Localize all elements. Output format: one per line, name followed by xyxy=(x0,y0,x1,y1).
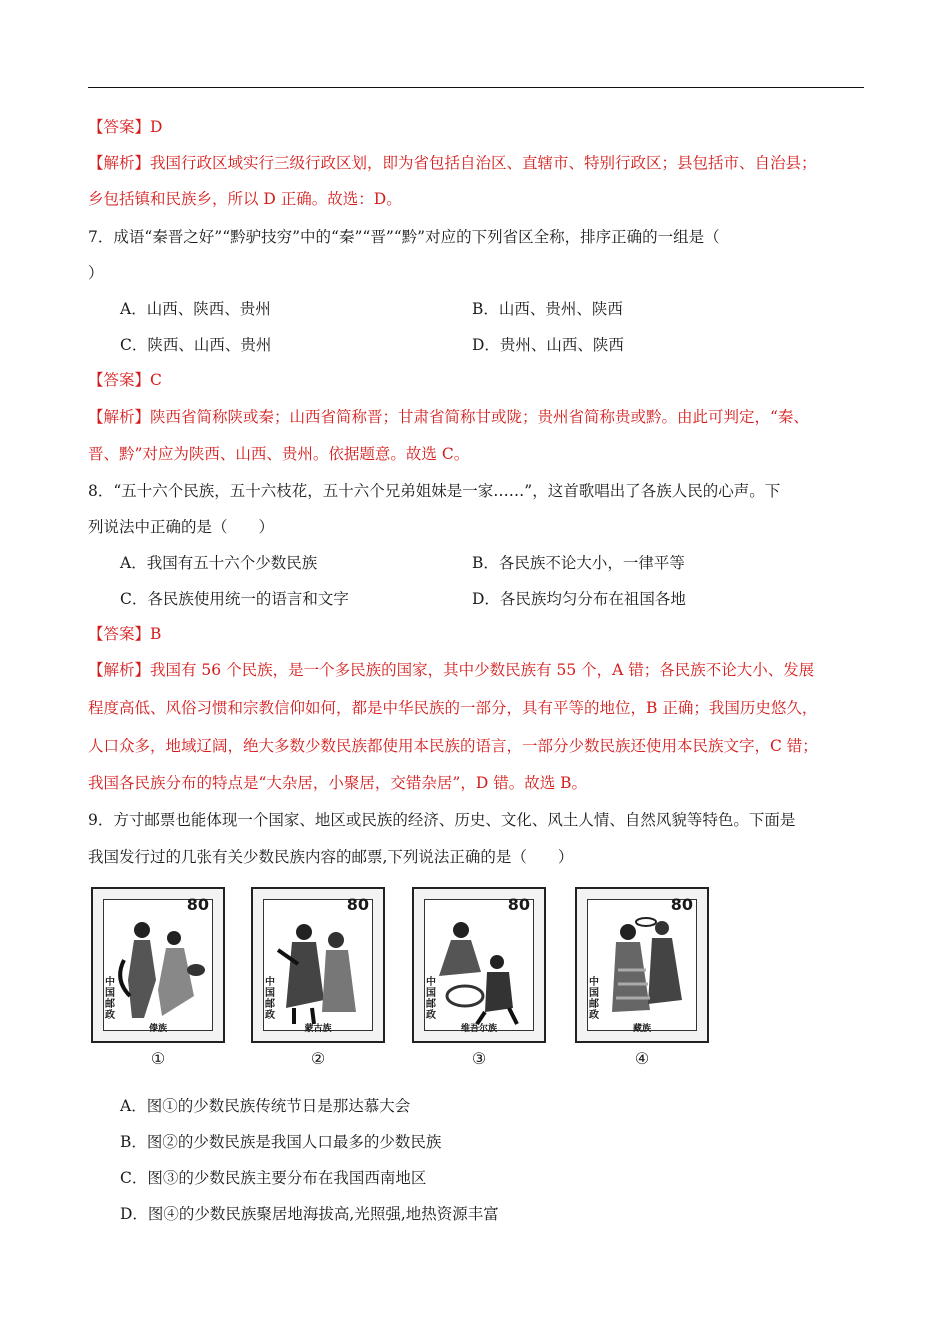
stamp-country: 中国邮政 xyxy=(589,977,599,1021)
stamp-illustration-dancers xyxy=(263,899,373,1031)
q9-stem-line-1: 9．方寸邮票也能体现一个国家、地区或民族的经济、历史、文化、风土人情、自然风貌等特色。下面是 xyxy=(88,811,796,829)
q7-analysis-line-2: 晋、黔”对应为陕西、山西、贵州。依据题意。故选 C。 xyxy=(88,445,470,463)
stamp-gallery xyxy=(88,884,728,1074)
q7-answer: 【答案】C xyxy=(88,371,162,389)
q8-answer: 【答案】B xyxy=(88,625,162,643)
q7-option-d: D．贵州、山西、陕西 xyxy=(472,336,624,354)
stamp-ethnic-label: 蒙古族 xyxy=(304,1024,332,1034)
stamp-uyghur xyxy=(409,884,549,1068)
q9-option-c: C．图③的少数民族主要分布在我国西南地区 xyxy=(120,1169,427,1187)
q8-analysis-line-2: 程度高低、风俗习惯和宗教信仰如何，都是中华民族的一部分，具有平等的地位，B 正确；我国历史悠久， xyxy=(88,699,818,717)
q6-analysis-line-1: 【解析】我国行政区域实行三级行政区划，即为省包括自治区、直辖市、特别行政区；县包括市、自治县； xyxy=(88,154,817,172)
header-rule xyxy=(88,87,864,88)
stamp-caption: ④ xyxy=(634,1049,650,1068)
q8-option-c: C．各民族使用统一的语言和文字 xyxy=(120,590,349,608)
q9-stem-line-2: 我国发行过的几张有关少数民族内容的邮票,下列说法正确的是（ ） xyxy=(88,848,574,866)
q6-analysis-line-2: 乡包括镇和民族乡，所以 D 正确。故选：D。 xyxy=(88,190,402,208)
stamp-ethnic-label: 傣族 xyxy=(148,1024,167,1034)
stamp-caption: ① xyxy=(150,1049,166,1068)
stamp-denomination: 80 xyxy=(670,895,693,914)
q8-option-d: D．各民族均匀分布在祖国各地 xyxy=(472,590,686,608)
q8-stem-line-2: 列说法中正确的是（ ） xyxy=(88,518,275,536)
q9-option-b: B．图②的少数民族是我国人口最多的少数民族 xyxy=(120,1133,442,1151)
stamp-denomination: 80 xyxy=(507,895,530,914)
q7-analysis-line-1: 【解析】陕西省简称陕或秦；山西省简称晋；甘肃省简称甘或陇；贵州省简称贵或黔。由此可判定，“秦、 xyxy=(88,408,809,426)
stamp-ethnic-label: 藏族 xyxy=(632,1024,651,1034)
q9-option-d: D．图④的少数民族聚居地海拔高,光照强,地热资源丰富 xyxy=(120,1205,499,1223)
q7-stem-line-1: 7．成语“秦晋之好”“黔驴技穷”中的“秦”“晋”“黔”对应的下列省区全称，排序正确的一组是（ xyxy=(88,228,720,246)
q8-analysis-line-3: 人口众多，地域辽阔，绝大多数少数民族都使用本民族的语言，一部分少数民族还使用本民族文字，C 错； xyxy=(88,737,818,755)
stamp-country: 中国邮政 xyxy=(105,977,115,1021)
stamp-denomination: 80 xyxy=(186,895,209,914)
stamp-caption: ③ xyxy=(471,1049,487,1068)
q7-option-b: B．山西、贵州、陕西 xyxy=(472,300,623,318)
stamp-illustration-dancers xyxy=(587,899,697,1031)
q8-analysis-line-1: 【解析】我国有 56 个民族，是一个多民族的国家，其中少数民族有 55 个，A 错；各民族不论大小、发展 xyxy=(88,661,815,679)
q8-option-a: A．我国有五十六个少数民族 xyxy=(120,554,318,572)
stamp-country: 中国邮政 xyxy=(265,977,275,1021)
q8-analysis-line-4: 我国各民族分布的特点是“大杂居，小聚居，交错杂居”，D 错。故选 B。 xyxy=(88,774,588,792)
q7-stem-line-2: ） xyxy=(88,264,104,282)
stamp-illustration-dancers xyxy=(103,899,213,1031)
q7-option-a: A．山西、陕西、贵州 xyxy=(120,300,271,318)
stamp-ethnic-label: 维吾尔族 xyxy=(460,1024,497,1034)
stamp-illustration-dancers xyxy=(424,899,534,1031)
stamp-country: 中国邮政 xyxy=(426,977,436,1021)
q8-option-b: B．各民族不论大小，一律平等 xyxy=(472,554,685,572)
q9-option-a: A．图①的少数民族传统节日是那达慕大会 xyxy=(120,1097,411,1115)
stamp-caption: ② xyxy=(310,1049,326,1068)
stamp-denomination: 80 xyxy=(346,895,369,914)
stamp-tibetan xyxy=(572,884,712,1068)
q7-option-c: C．陕西、山西、贵州 xyxy=(120,336,272,354)
stamp-dai xyxy=(88,884,228,1068)
q8-stem-line-1: 8．“五十六个民族，五十六枝花，五十六个兄弟姐妹是一家……”，这首歌唱出了各族人民的心声。下 xyxy=(88,482,781,500)
stamp-mongol xyxy=(248,884,388,1068)
q6-answer: 【答案】D xyxy=(88,118,163,136)
